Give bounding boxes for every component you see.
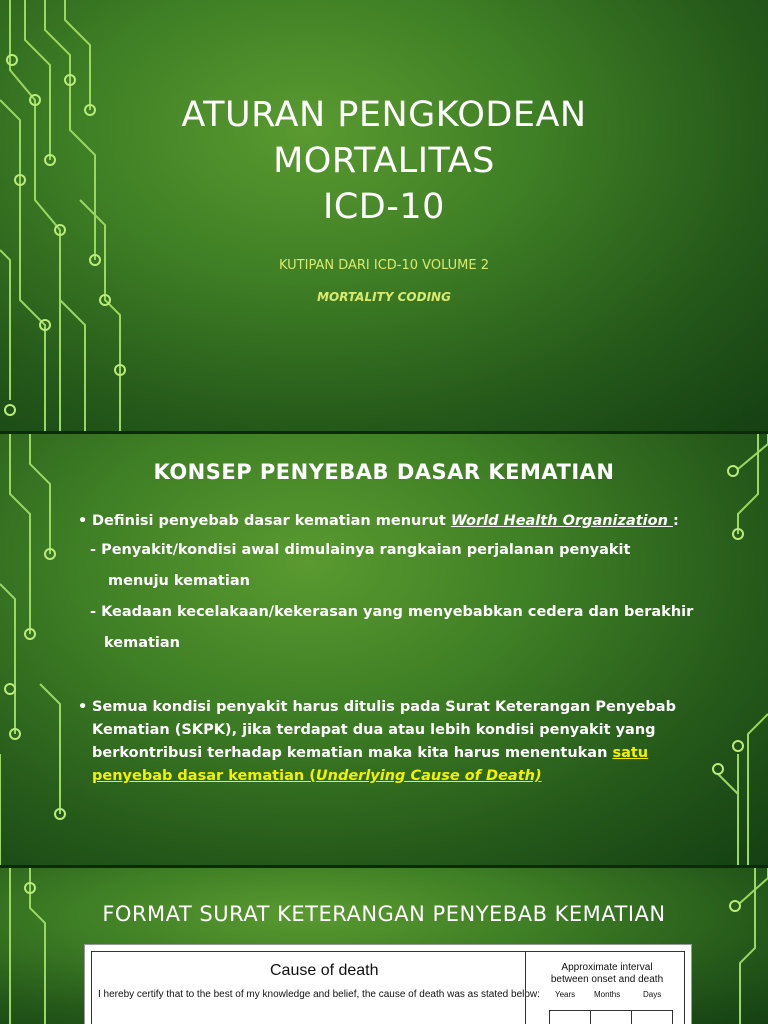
col-years: Years	[555, 990, 576, 999]
interval-line: between onset and death	[550, 974, 664, 985]
circuit-decoration-icon	[0, 868, 60, 1024]
circuit-decoration-icon	[700, 868, 768, 1024]
form-certify-text: I hereby certify that to the best of my knowledge and belief, the cause of death was as stated below:	[98, 989, 540, 1000]
concept-slide	[0, 434, 768, 865]
slide-subtitle: KUTIPAN DARI ICD-10 VOLUME 2	[278, 258, 490, 273]
bullet-definition	[78, 510, 688, 533]
bullet-text: Semua kondisi penyakit harus ditulis pada Surat Keterangan Penyebab Kematian (SKPK), jika terdapat dua atau lebih kondisi penyakit yang berkontribusi terhadap kematian maka kita harus menentukan	[92, 699, 676, 761]
col-days: Days	[643, 990, 662, 999]
slide-title: KONSEP PENYEBAB DASAR KEMATIAN	[153, 460, 615, 484]
slide-title: FORMAT SURAT KETERANGAN PENYEBAB KEMATIAN	[102, 902, 666, 926]
who-link[interactable]: World Health Organization	[450, 513, 673, 529]
bullet-skpk	[78, 696, 688, 788]
highlight-part: satu penyebab dasar kematian (	[92, 745, 649, 784]
circuit-decoration-icon	[0, 434, 80, 865]
interval-line: Approximate interval	[561, 962, 653, 973]
slide-title	[0, 92, 768, 230]
highlight-italic: Underlying Cause of Death)	[315, 768, 542, 784]
definition-item: - Keadaan kecelakaan/kekerasan yang menyebabkan cedera dan berakhir	[90, 604, 694, 620]
title-slide	[0, 0, 768, 431]
form-divider	[525, 952, 526, 1024]
slide-subtitle-italic: MORTALITY CODING	[317, 290, 451, 304]
definition-item-cont: menuju kematian	[108, 573, 250, 589]
format-slide	[0, 868, 768, 1024]
months-field[interactable]	[590, 1010, 632, 1024]
interval-header	[532, 962, 682, 986]
title-line: ICD-10	[323, 187, 445, 227]
title-line: ATURAN PENGKODEAN	[181, 95, 587, 135]
years-field[interactable]	[549, 1010, 591, 1024]
bullet-text: Definisi penyebab dasar kematian menurut	[92, 513, 451, 529]
bullet-icon: •	[78, 513, 88, 529]
death-certificate-form	[84, 944, 692, 1024]
definition-item-cont: kematian	[104, 635, 180, 651]
days-field[interactable]	[631, 1010, 673, 1024]
bullet-colon: :	[672, 513, 679, 529]
definition-item: - Penyakit/kondisi awal dimulainya rangkaian perjalanan penyakit	[90, 542, 631, 558]
title-line: MORTALITAS	[273, 141, 495, 181]
bullet-icon: •	[78, 699, 88, 715]
form-title: Cause of death	[270, 962, 379, 979]
circuit-decoration-icon	[688, 434, 768, 865]
col-months: Months	[594, 990, 621, 999]
